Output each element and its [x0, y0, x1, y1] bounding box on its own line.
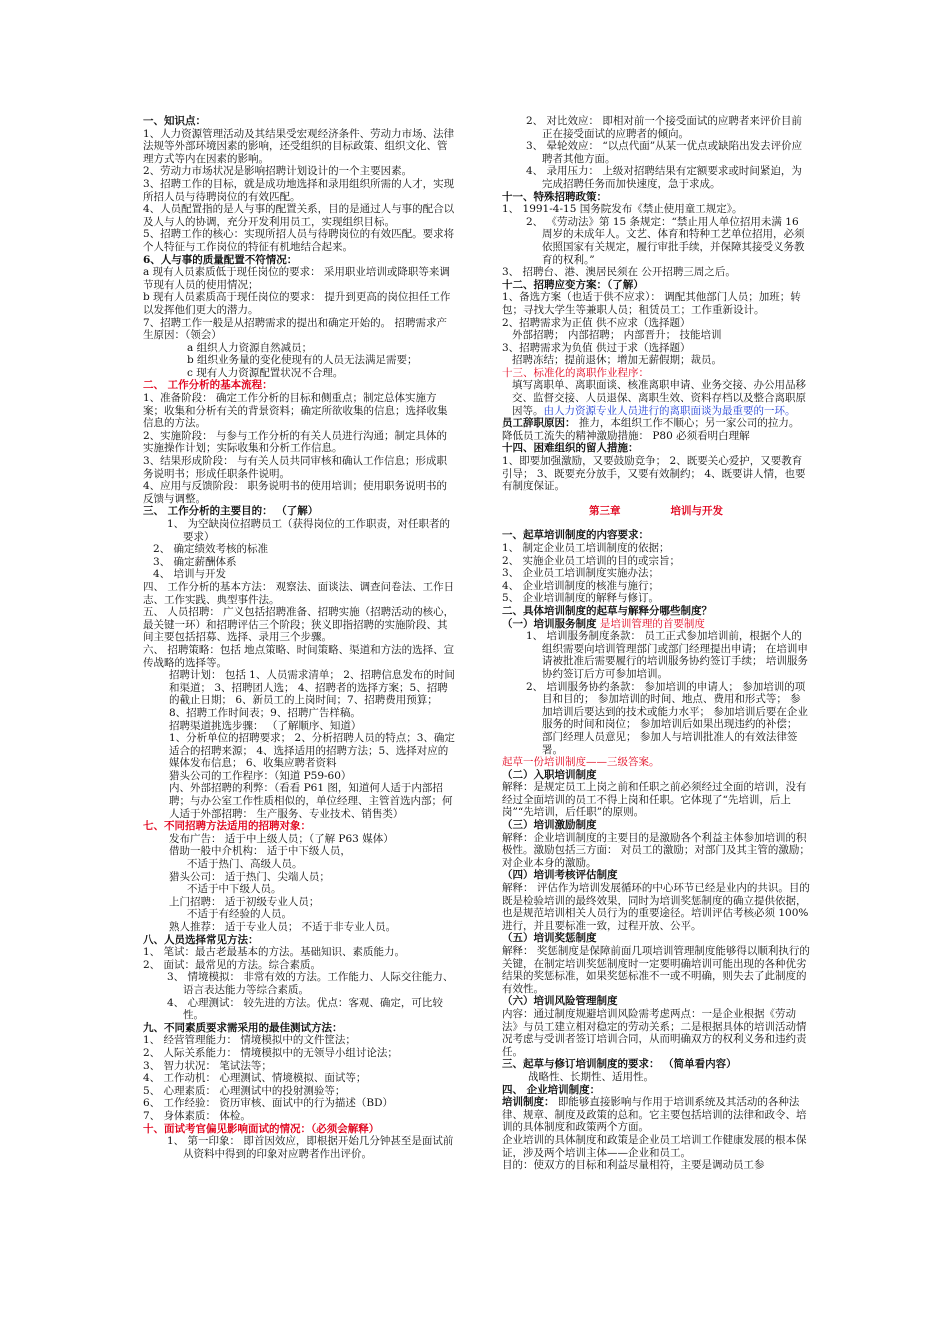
paragraph: 2、 确定绩效考核的标准 — [153, 543, 269, 556]
right-column — [502, 115, 810, 1172]
paragraph: 猎头公司的工作程序：（知道 P59-60） — [169, 769, 352, 782]
paragraph: 降低员工流失的精神激励措施： P80 必须看明白理解 — [502, 429, 750, 442]
paragraph: 2、 实施企业员工培训的目的或宗旨； — [502, 554, 681, 567]
paragraph: a 现有人员素质低于现任岗位的要求： 采用职业培训或降职等来调节现有人员的使用情况； — [143, 266, 450, 291]
paragraph: 3、 确定薪酬体系 — [153, 555, 237, 568]
paragraph: 借助一般中介机构： 适于中下级人员， — [169, 845, 351, 858]
paragraph: 内、外部招聘的利弊：（看看 P61 图，知道何人适于内部招聘；与办公室工作性质相似的，单位经理、主管首选内部；何人适于外部招聘： 生产服务、专业技术、销售类） — [169, 782, 453, 820]
paragraph: 3、 招聘台、港、澳居民须在 公开招聘三周之后。 — [502, 266, 736, 279]
paragraph: 不适于中下级人员。 — [187, 883, 282, 896]
paragraph: 不适于热门、高级人员。 — [187, 858, 303, 871]
paragraph: b 组织业务量的变化使现有的人员无法满足需要； — [187, 354, 418, 367]
paragraph: 1、 第一印象： 即首因效应，即根据开始几分钟甚至是面试前从资料中得到的印象对应聘者作出评价。 — [167, 1135, 454, 1160]
paragraph: 3、招聘工作的目标，就是成功地选择和录用组织所需的人才，实现所招人员与待聘岗位的有效匹配。 — [143, 177, 455, 203]
paragraph: 上门招聘： 适于初级专业人员； — [169, 895, 320, 908]
paragraph: 四、 工作分析的基本方法： 观察法、面谈法、调查问卷法、工作日志、工作实践、典型事件法。 — [143, 580, 455, 606]
paragraph: 熟人推荐： 适于专业人员； 不适于非专业人员。 — [169, 921, 397, 933]
paragraph: 填写离职单、离职面谈、核准离职申请、业务交接、办公用品移交、监督交接、人员退保、离职生效、资料存档以及整合离职原因等。由人力资源专业人员进行的离职面谈为最重要的一环。 — [512, 379, 806, 417]
section-heading: （六）培训风险管理制度 — [502, 995, 618, 1008]
paragraph: 3、结果形成阶段： 与有关人员共同审核和确认工作信息；形成职务说明书；形成任职条件说明。 — [143, 455, 448, 480]
paragraph: 3、 晕轮效应： “以点代面”从某一优点或缺陷出发去评价应聘者其他方面。 — [526, 140, 803, 165]
paragraph: 解释： 奖惩制度是保障前面几项培训管理制度能够得以顺利执行的关键，在制定培训奖惩制度时一定要明确培训可能出现的各种优劣结果的奖惩标准，如果奖惩标准不一或不明确，则失去了此制度的有效性。 — [502, 945, 810, 995]
paragraph: 4、应用与反馈阶段： 职务说明书的使用培训；使用职务说明书的反馈与调整。 — [143, 480, 448, 505]
section-heading: 一、知识点： — [143, 115, 206, 127]
paragraph: 3、招聘需求为负值 供过于求（选择题） — [502, 341, 691, 354]
paragraph: c 现有人力资源配置状况不合理。 — [187, 366, 344, 379]
paragraph: 内容：通过制度规避培训风险需考虑两点：一是企业根据《劳动法》与员工建立相对稳定的劳动关系；二是根据具体的培训活动情况考虑与受训者签订培训合同，从而明确双方的权利义务和违约责任。 — [502, 1007, 807, 1058]
paragraph: 2、 培训服务协约条款： 参加培训的申请人； 参加培训的项目和目的； 参加培训的时间、地点、费用和形式等； 参加培训后要达到的技术或能力水平； 参加培训后要在企业服务的时间和岗位； 参加培训后如果出现违约的补偿； 部门经理人员意见； 参加人与培训批准人的有效法律签署。 — [526, 680, 808, 756]
paragraph: 1、即要加强激励，又要鼓励竞争； 2、既要关心爱护，又要教育引导； 3、既要充分放手，又要有效制约； 4、既要讲人情，也要有制度保证。 — [502, 455, 806, 493]
paragraph: 员工辞职原因： 推力，本组织工作不顺心；另一家公司的拉力。 — [502, 417, 800, 430]
paragraph: 招聘计划： 包括 1、人员需求清单； 2、招聘信息发布的时间和渠道； 3、招聘团人选； 4、招聘者的选择方案；5、招聘的截止日期； 6、新员工的上岗时间；7、招聘费用预算； 8、招聘工作时间表；9、招聘广告样稿。 — [169, 669, 455, 719]
paragraph: 1、准备阶段： 确定工作分析的目标和侧重点；制定总体实施方案；收集和分析有关的背景资料；确定所欲收集的信息；选择收集信息的方法。 — [143, 392, 448, 430]
paragraph: 3、 企业员工培训制度实施办法； — [502, 567, 660, 580]
paragraph: 1、 1991-4-15 国务院发布《禁止使用童工规定》。 — [502, 203, 743, 216]
section-heading: 九、不同素质要求需采用的最佳测试方法： — [143, 1021, 343, 1034]
paragraph: 4、 企业培训制度的核准与施行； — [502, 579, 660, 592]
paragraph: 7、招聘工作一般是从招聘需求的提出和确定开始的。 招聘需求产生原因：（领会） — [143, 316, 448, 342]
paragraph: 战略性、长期性、适用性。 — [528, 1070, 654, 1083]
section-heading: 十二、招聘应变方案：（了解） — [502, 278, 644, 291]
section-heading: 二、具体培训制度的起草与解释分哪些制度？ — [502, 604, 712, 617]
section-heading: （三）培训激励制度 — [502, 819, 597, 832]
paragraph: 2、 面试：最常见的方法。综合素质。 — [143, 958, 322, 971]
paragraph: a 组织人力资源自然减员； — [187, 341, 313, 354]
paragraph: b 现有人员素质高于现任岗位的要求： 提升到更高的岗位担任工作以发挥他们更大的潜力。 — [143, 291, 451, 316]
paragraph: 1、 为空缺岗位招聘员工（获得岗位的工作职责，对任职者的要求） — [167, 518, 451, 543]
section-heading: 一、起草培训制度的内容要求： — [502, 529, 649, 542]
paragraph: 3、 智力状况： 笔试法等； — [143, 1059, 272, 1072]
paragraph: 1、 制定企业员工培训制度的依据； — [502, 542, 670, 554]
paragraph: 外部招聘； 内部招聘； 内部晋升； 技能培训 — [512, 329, 722, 342]
paragraph: 2、 对比效应： 即相对前一个接受面试的应聘者来评价目前正在接受面试的应聘者的倾向。 — [526, 115, 802, 140]
paragraph: 解释：企业培训制度的主要目的是激励各个利益主体参加培训的积极性。激励包括三方面： 对员工的激励；对部门及其主管的激励；对企业本身的激励。 — [502, 831, 810, 869]
paragraph: 6、 工作经验： 资历审核、面试中的行为描述（BD） — [143, 1097, 393, 1110]
section-heading: 十一、特殊招聘政策： — [502, 190, 607, 203]
section-heading: 七、不同招聘方法适用的招聘对象： — [143, 820, 311, 833]
section-heading: 四、 企业培训制度： — [502, 1083, 601, 1096]
section-heading: 6、人与事的质量配置不符情况： — [143, 253, 298, 266]
chapter-heading — [502, 505, 810, 518]
section-heading: 三、 工作分析的主要目的： （了解） — [143, 505, 319, 518]
left-column — [143, 115, 456, 1160]
paragraph: 2、实施阶段： 与参与工作分析的有关人员进行沟通；制定具体的实施操作计划；实际收集和分析工作信息。 — [143, 429, 448, 455]
paragraph: 解释：是规定员工上岗之前和任职之前必须经过全面的培训，没有经过全面培训的员工不得上岗和任职。它体现了“先培训，后上岗”“先培训，后任职”的原则。 — [502, 781, 807, 819]
chapter-number: 第三章 — [589, 504, 621, 517]
paragraph: 7、 身体素质： 体检。 — [143, 1109, 251, 1122]
paragraph: 1、分析单位的招聘要求； 2、分析招聘人员的特点；3、确定适合的招聘来源； 4、选择适用的招聘方法；5、选择对应的媒体发布信息； 6、收集应聘者资料 — [169, 732, 455, 770]
paragraph: 2、 《劳动法》第 15 条规定：“禁止用人单位招用未满 16 周岁的未成年人。文艺、体育和特种工艺单位招用，必须依照国家有关规定，履行审批手续，并保障其接受义务教育的权利。” — [526, 215, 805, 266]
paragraph: 1、 培训服务制度条款： 员工正式参加培训前，根据个人的组织需要向培训管理部门或部门经理提出申请； 在培训申请被批准后需要履行的培训服务协约签订手续； 培训服务协约签订后方可参加培训。 — [526, 630, 808, 680]
paragraph: 十三、标准化的离职作业程序： — [502, 366, 649, 379]
paragraph: 起草一份培训制度——三级答案。 — [502, 756, 660, 769]
paragraph: 1、备选方案（也适于供不应求）： 调配其他部门人员；加班；转包；寻找大学生等兼职人员；租赁员工；工作重新设计。 — [502, 291, 801, 316]
paragraph: 发布广告： 适于中上级人员；（了解 P63 媒体） — [169, 832, 394, 845]
paragraph: 5、招聘工作的核心：实现所招人员与待聘岗位的有效匹配。要求将个人特征与工作岗位的特征有机地结合起来。 — [143, 228, 455, 253]
paragraph: 5、 企业培训制度的解释与修订。 — [502, 592, 660, 605]
paragraph: 目的：使双方的目标和利益尽量相符，主要是调动员工参 — [502, 1159, 765, 1172]
paragraph: 解释： 评估作为培训发展循环的中心环节已经是业内的共识。目的既是检验培训的最终效果，同时为培训奖惩制度的确立提供依据，也是规范培训相关人员行为的重要途径。培训评估考核必须 100%进行，并且要标准一致，过程开放、公平。 — [502, 882, 810, 932]
section-heading: 三、起草与修订培训制度的要求： （简单看内容） — [502, 1058, 737, 1071]
paragraph: 5、 心理素质： 心理测试中的投射测验等； — [143, 1084, 346, 1097]
paragraph: 1、 经营管理能力： 情境模拟中的文件筐法； — [143, 1034, 356, 1047]
section-heading: （五）培训奖惩制度 — [502, 932, 597, 945]
chapter-title: 培训与开发 — [670, 504, 723, 517]
paragraph: 4、 培训与开发 — [153, 568, 227, 581]
paragraph: 1、人力资源管理活动及其结果受宏观经济条件、劳动力市场、法律法规等外部环境因素的影响，还受组织的目标政策、组织文化、管理方式等内在因素的影响。 — [143, 127, 455, 165]
paragraph: 五、 人员招聘： 广义包括招聘准备、招聘实施（招聘活动的核心，最关键一环）和招聘评估三个阶段；狭义即指招聘的实施阶段、其间主要包括招募、选择、录用三个步骤。 — [143, 606, 455, 644]
paragraph: 招聘渠道挑选步骤： （了解顺序、知道） — [169, 719, 362, 732]
paragraph: 4、 心理测试： 较先进的方法。优点：客观、确定，可比较性。 — [167, 996, 443, 1022]
paragraph: 1、 笔试：最古老最基本的方法。基础知识、素质能力。 — [143, 946, 406, 959]
paragraph: 3、 情境模拟： 非常有效的方法。工作能力、人际交往能力、语言表达能力等综合素质。 — [167, 971, 454, 996]
paragraph: 2、劳动力市场状况是影响招聘计划设计的一个主要因素。 — [143, 165, 413, 178]
section-heading: （二）入职培训制度 — [502, 768, 597, 781]
paragraph: 六、 招聘策略：包括 地点策略、时间策略、渠道和方法的选择、宣传战略的选择等。 — [143, 643, 455, 669]
section-heading: 二、 工作分析的基本流程： — [143, 379, 273, 392]
paragraph: 猎头公司： 适于热门、尖端人员； — [169, 870, 330, 883]
paragraph: 企业培训的具体制度和政策是企业员工培训工作健康发展的根本保证，涉及两个培训主体——企业和员工。 — [502, 1133, 807, 1159]
paragraph: 4、人员配置指的是人与事的配置关系，目的是通过人与事的配合以及人与人的协调，充分开发利用员工，实现组织目标。 — [143, 203, 455, 228]
paragraph: 招聘冻结；提前退休；增加无薪假期；裁员。 — [512, 354, 722, 367]
section-heading: 十、面试考官偏见影响面试的情况：（必须会解释） — [143, 1122, 380, 1135]
paragraph: 2、 人际关系能力： 情境模拟中的无领导小组讨论法； — [143, 1046, 398, 1059]
section-heading: 八、人员选择常见方法： — [143, 933, 259, 946]
section-heading: （四）培训考核评估制度 — [502, 869, 618, 882]
paragraph: 2、招聘需求为正值 供不应求（选择题） — [502, 316, 691, 329]
section-heading: 十四、困难组织的留人措施： — [502, 442, 639, 455]
paragraph: 4、 工作动机： 心理测试、情境模拟、面试等； — [143, 1072, 367, 1085]
paragraph: （一）培训服务制度 是培训管理的首要制度 — [502, 617, 705, 630]
paragraph: 4、 录用压力： 上级对招聘结果有定额要求或时间紧迫，为完成招聘任务而加快速度，急于求成。 — [526, 165, 802, 190]
paragraph: 不适于有经验的人员。 — [187, 908, 292, 921]
paragraph: 培训制度： 即能够直接影响与作用于培训系统及其活动的各种法律、规章、制度及政策的总和。它主要包括培训的法律和政令、培训的具体制度和政策两个方面。 — [502, 1096, 807, 1134]
